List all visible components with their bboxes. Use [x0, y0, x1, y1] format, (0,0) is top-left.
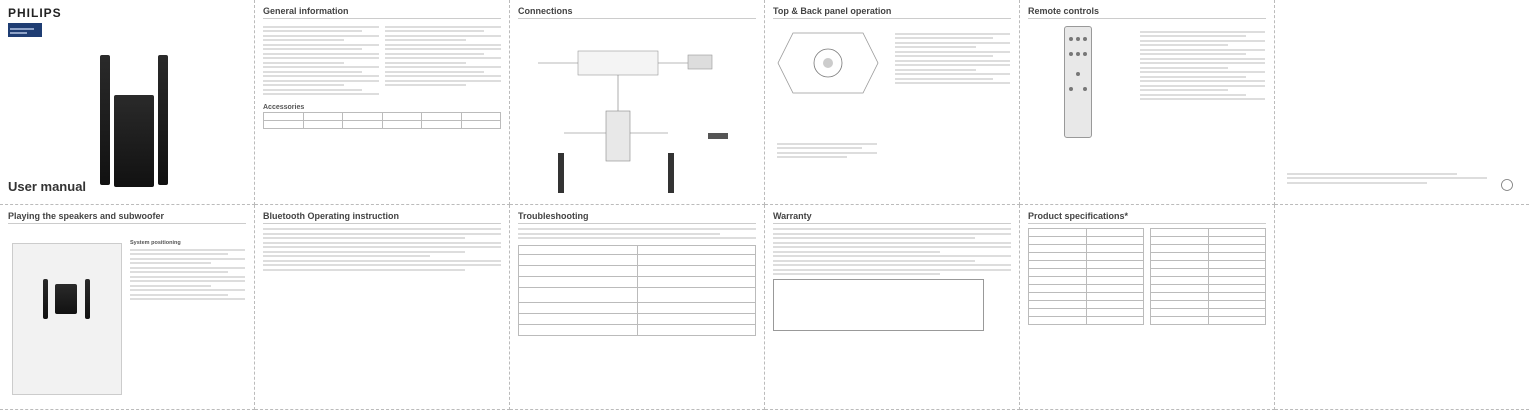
general-info-panel — [255, 0, 510, 205]
warranty-title: Warranty — [773, 211, 1011, 224]
troubleshooting-panel — [510, 205, 765, 410]
tower-speaker-right — [158, 55, 168, 185]
connections-title: Connections — [518, 6, 756, 19]
system-positioning-heading: System positioning — [130, 240, 181, 246]
top-back-panel — [765, 0, 1020, 205]
connections-diagram — [518, 23, 756, 193]
recycle-icon — [1500, 178, 1514, 192]
top-back-title: Top & Back panel operation — [773, 6, 1011, 19]
warranty-card-box — [773, 279, 984, 331]
remote-controls-panel — [1020, 0, 1275, 205]
warranty-panel — [765, 205, 1020, 410]
product-label-bar — [8, 23, 42, 37]
troubleshooting-title: Troubleshooting — [518, 211, 756, 224]
specifications-title: Product specifications* — [1028, 211, 1266, 224]
top-panel-diagram — [773, 23, 883, 103]
spec-table-left — [1028, 228, 1144, 325]
tower-speaker-left — [100, 55, 110, 185]
back-cover-panel — [1275, 0, 1529, 205]
document-title: User manual — [8, 179, 87, 194]
subwoofer — [114, 95, 154, 187]
playing-panel — [0, 205, 255, 410]
bluetooth-title: Bluetooth Operating instruction — [263, 211, 501, 224]
playing-title: Playing the speakers and subwoofer — [8, 211, 246, 224]
bluetooth-panel — [255, 205, 510, 410]
accessories-table — [263, 112, 501, 129]
general-info-title: General information — [263, 6, 501, 19]
connections-panel — [510, 0, 765, 205]
spec-table-right — [1150, 228, 1266, 325]
specifications-panel — [1020, 205, 1275, 410]
positioning-diagram — [12, 243, 122, 395]
blank-panel — [1275, 205, 1529, 410]
accessories-heading: Accessories — [263, 103, 305, 111]
troubleshooting-table — [518, 245, 756, 336]
brand-logo: PHILIPS — [8, 6, 62, 20]
cover-panel — [0, 0, 255, 205]
remote-control-image — [1064, 26, 1092, 138]
remote-controls-title: Remote controls — [1028, 6, 1266, 19]
